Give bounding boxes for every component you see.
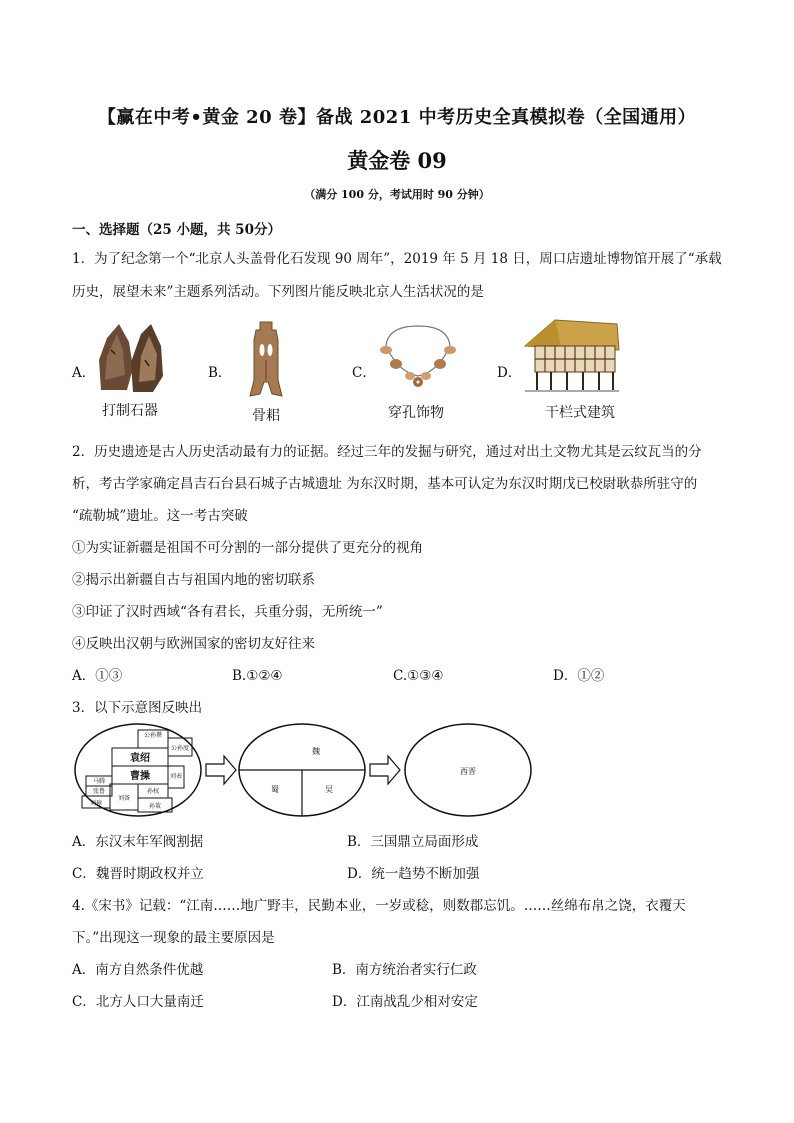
q3-option-d: D．统一趋势不断加强 [347, 866, 480, 882]
label-gongsunzan: 公孙瓒 [143, 732, 163, 739]
bone-spade-image [242, 320, 290, 400]
q1-option-b-caption: 骨耜 [252, 408, 280, 424]
q1-option-d-label: D． [497, 365, 522, 381]
q1-option-b-label: B． [208, 365, 232, 381]
label-wei: 魏 [312, 747, 320, 756]
q2-option-b: B.①②④ [232, 668, 283, 684]
q1-stem-line2: 历史，展望未来”主题系列活动。下列图片能反映北京人生活状况的是 [72, 284, 484, 300]
label-yuanshao: 袁绍 [130, 753, 150, 764]
label-xijin: 西晋 [460, 767, 476, 776]
q4-stem-line2: 下。”出现这一现象的最主要原因是 [72, 930, 275, 946]
q3-option-b: B．三国鼎立局面形成 [347, 834, 479, 850]
q1-option-c-label: C． [352, 365, 376, 381]
q3-option-c: C．魏晋时期政权并立 [72, 866, 204, 882]
q4-stem-line1: 4.《宋书》记载：“江南……地广野丰，民勤本业，一岁或稔，则数郡忘饥。……丝绵布帛之饶，衣覆天 [72, 898, 686, 914]
label-zhanglu: 张鲁 [92, 788, 106, 795]
q1-option-a-caption: 打制石器 [102, 403, 158, 419]
q4-option-d: D．江南战乱少相对安定 [332, 994, 478, 1010]
label-liubei: 刘备 [117, 795, 131, 802]
label-caocao: 曹操 [130, 771, 150, 782]
q1-option-d-caption: 干栏式建筑 [545, 405, 615, 421]
label-liubiao: 刘表 [169, 773, 183, 780]
label-shu: 蜀 [271, 785, 279, 794]
label-mateng: 马腾 [92, 778, 106, 785]
label-sunce: 孙策 [148, 803, 162, 810]
q2-stem-line1: 2．历史遗迹是古人历史活动最有力的证据。经过三年的发掘与研究，通过对出土文物尤其是云纹瓦当的分 [72, 444, 702, 460]
label-wu: 吴 [325, 785, 333, 794]
score-note: （满分 100 分，考试用时 90 分钟） [304, 188, 490, 201]
section-heading: 一、选择题（25 小题，共 50分） [72, 222, 281, 238]
exam-title: 【赢在中考•黄金 20 卷】备战 2021 中考历史全真模拟卷（全国通用） [97, 107, 697, 128]
stilt-house-image [521, 316, 621, 394]
arrow-icon [370, 756, 400, 784]
q2-item-4: ④反映出汉朝与欧洲国家的密切友好往来 [72, 636, 315, 652]
q2-stem-line3: “疏勒城”遗址。这一考古突破 [72, 508, 248, 524]
q3-stem: 3．以下示意图反映出 [72, 700, 203, 716]
q4-option-a: A．南方自然条件优越 [72, 962, 204, 978]
q2-option-a: A．①③ [72, 668, 123, 684]
exam-subtitle: 黄金卷 09 [347, 148, 447, 173]
label-liuzhang: 刘璋 [89, 800, 103, 807]
q2-stem-line2: 析，考古学家确定昌吉石台县石城子古城遗址 为东汉时期，基本可认定为东汉时期戊已校尉耿恭所驻守的 [72, 476, 698, 492]
label-sunquan: 孙权 [146, 788, 160, 795]
q1-option-a-label: A． [72, 365, 96, 381]
arrow-icon [206, 756, 236, 784]
q2-item-3: ③印证了汉时西域“各有君长，兵重分弱，无所统一” [72, 604, 383, 620]
q2-item-1: ①为实证新疆是祖国不可分割的一部分提供了更充分的视角 [72, 540, 423, 556]
q1-option-c-caption: 穿孔饰物 [388, 405, 444, 421]
q3-option-a: A．东汉末年军阀割据 [72, 834, 204, 850]
q2-item-2: ②揭示出新疆自古与祖国内地的密切联系 [72, 572, 315, 588]
q2-option-c: C.①③④ [393, 668, 444, 684]
q1-stem-line1: 1．为了纪念第一个“北京人头盖骨化石发现 90 周年”，2019 年 5 月 18 日，周口店遗址博物馆开展了“承载 [72, 251, 722, 267]
q4-option-b: B．南方统治者实行仁政 [332, 962, 477, 978]
q2-option-d: D．①② [553, 668, 605, 684]
q4-option-c: C．北方人口大量南迁 [72, 994, 204, 1010]
stone-tools-image [95, 320, 167, 396]
q3-diagram [72, 720, 612, 820]
ornaments-image [378, 320, 458, 390]
label-gongsundu: 公孙度 [170, 745, 190, 752]
